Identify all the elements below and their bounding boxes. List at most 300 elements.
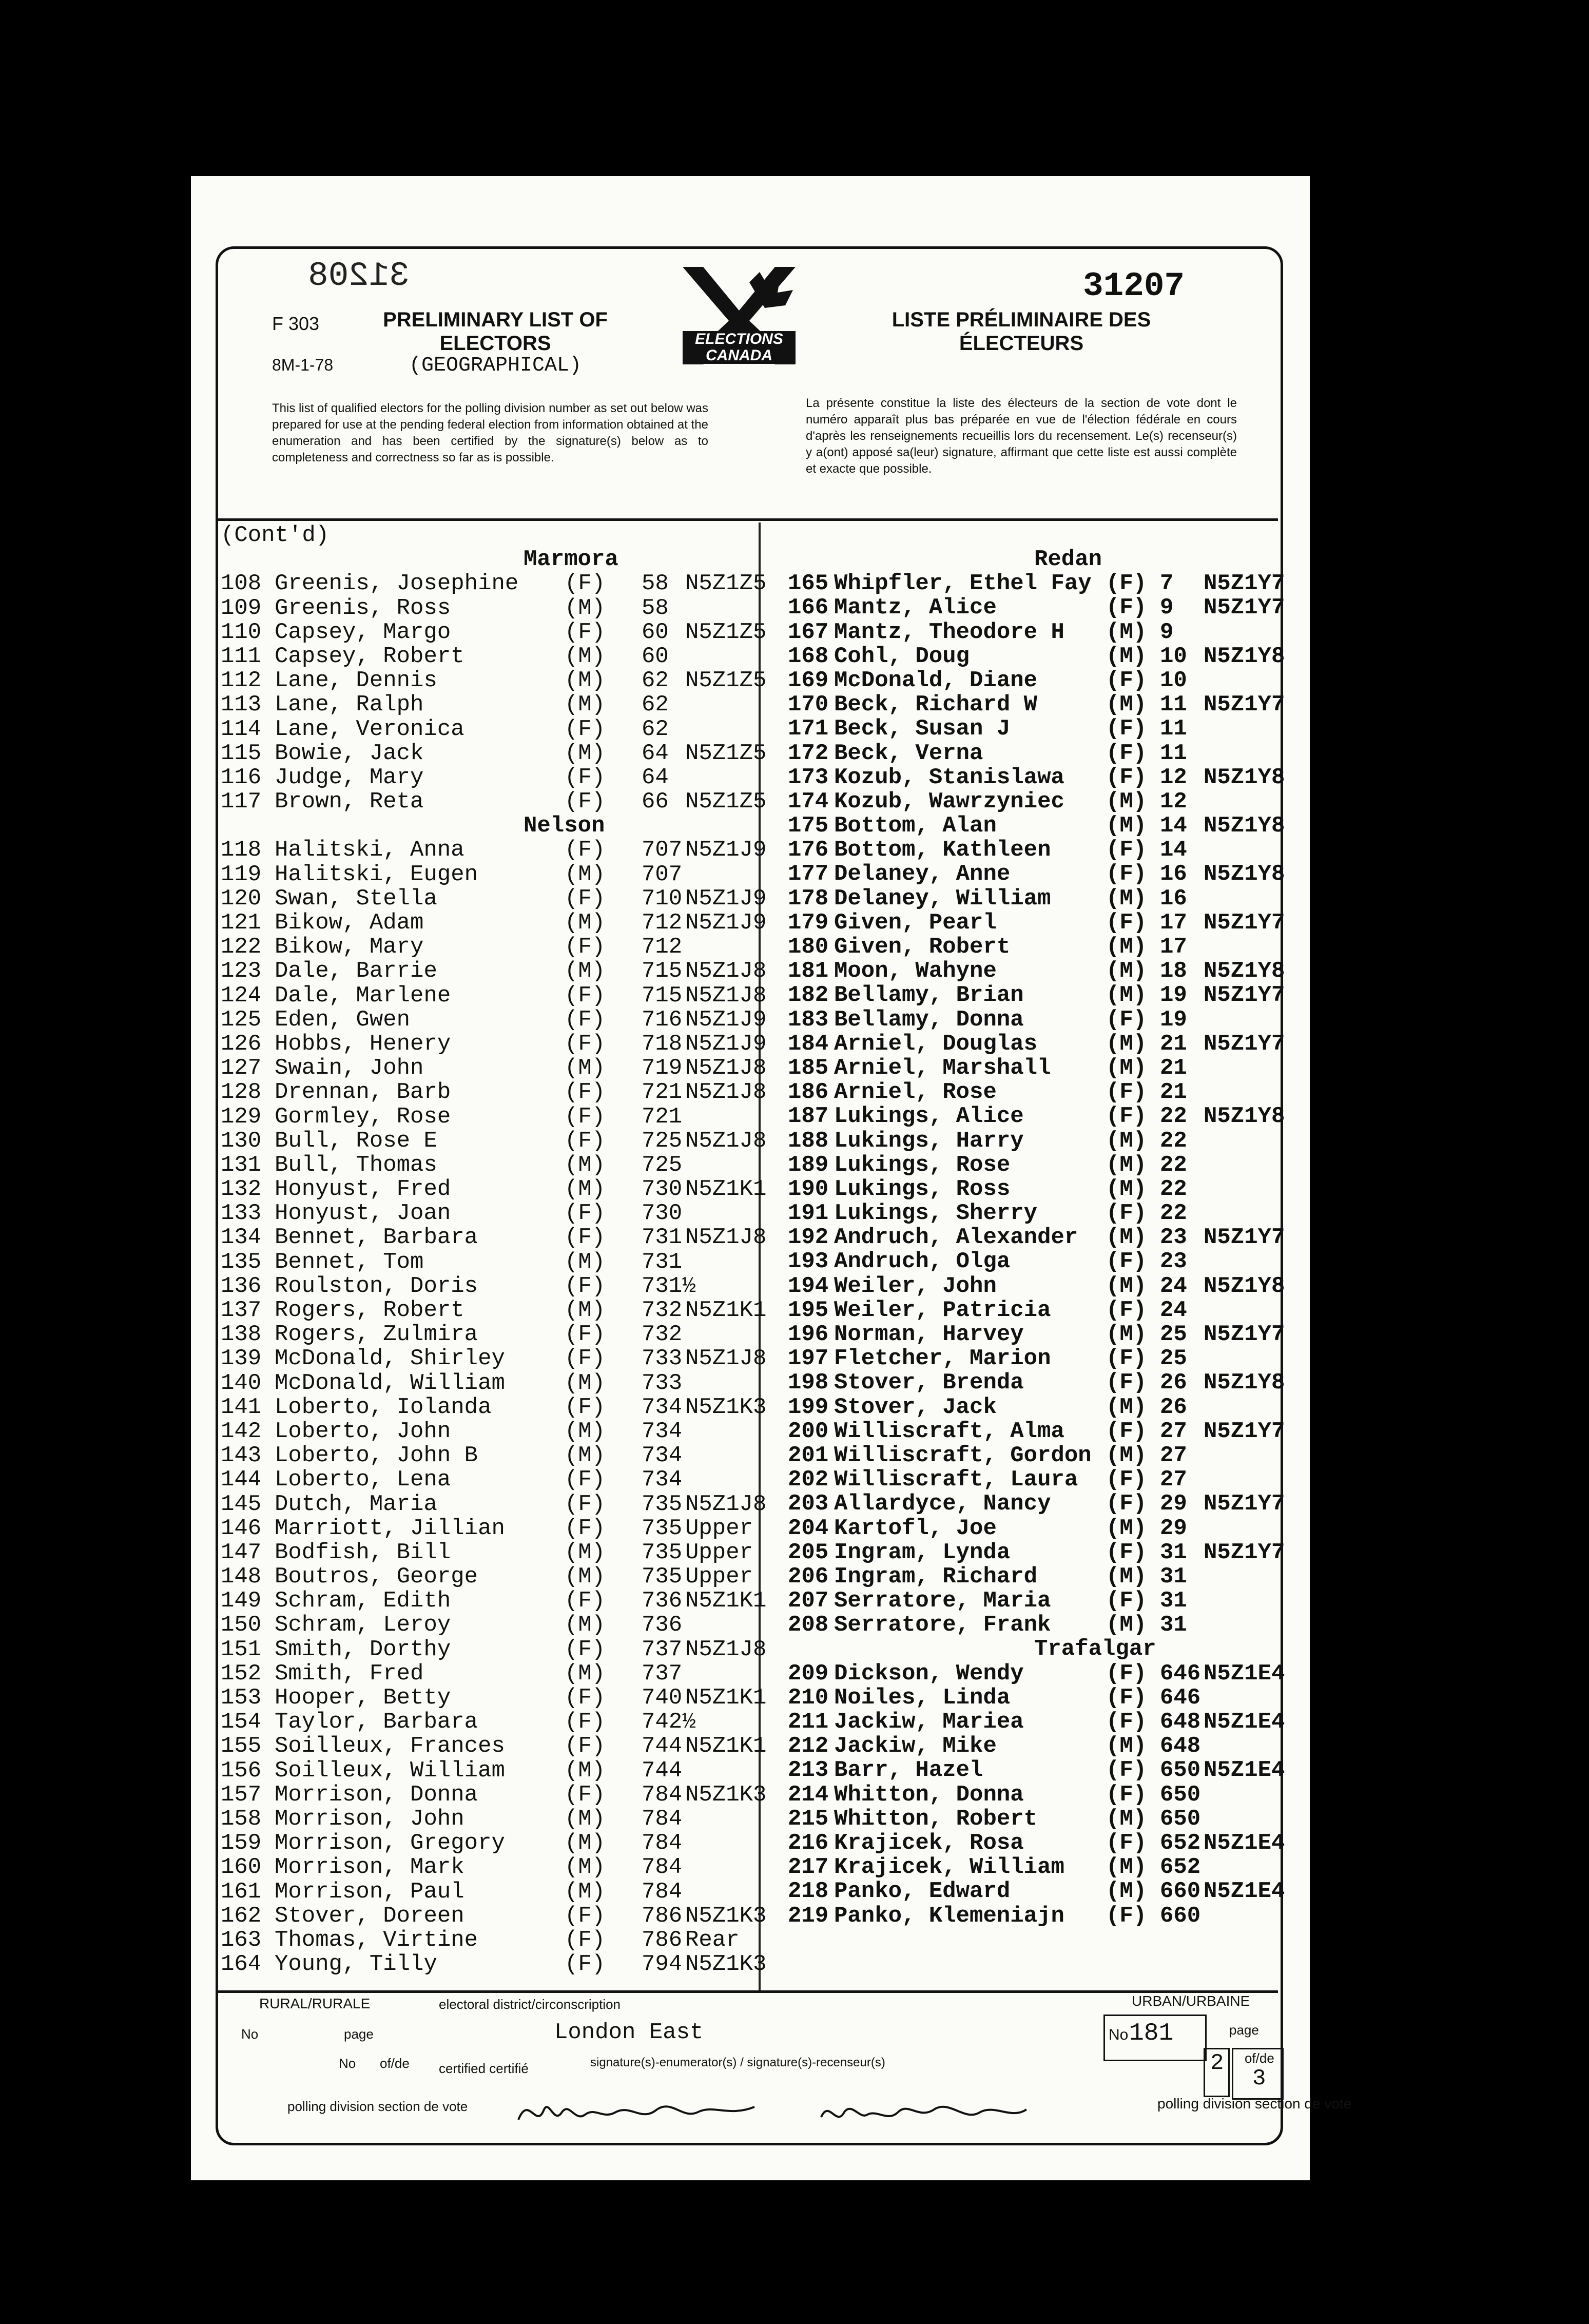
rural-label: RURAL/RURALE bbox=[259, 1996, 371, 2011]
elector-row bbox=[221, 1807, 760, 1831]
elector-number: 162 bbox=[221, 1903, 262, 1929]
elector-sex: (F) bbox=[1106, 909, 1147, 936]
elector-sex: (M) bbox=[565, 1055, 606, 1081]
elector-address: 14 bbox=[1160, 813, 1187, 839]
elector-number: 207 bbox=[788, 1588, 829, 1614]
elector-row bbox=[221, 693, 760, 717]
title-english: PRELIMINARY LIST OF ELECTORS bbox=[383, 308, 608, 355]
elector-name: Krajicek, William bbox=[834, 1854, 1064, 1881]
elector-postal-code: N5Z1Y7 bbox=[1204, 1539, 1285, 1565]
elector-address: 784 bbox=[642, 1781, 683, 1808]
street-name: Marmora bbox=[524, 547, 618, 573]
elector-number: 152 bbox=[221, 1660, 262, 1687]
elector-address: 26 bbox=[1160, 1394, 1187, 1420]
elector-sex: (M) bbox=[1106, 1394, 1147, 1420]
elector-postal-code: N5Z1Y8 bbox=[1204, 1273, 1285, 1299]
elector-address: 16 bbox=[1160, 885, 1187, 912]
elector-sex: (F) bbox=[1106, 1370, 1147, 1396]
elector-row bbox=[788, 1008, 1296, 1032]
elector-number: 157 bbox=[221, 1781, 262, 1808]
elector-row bbox=[221, 1128, 767, 1154]
elector-row bbox=[788, 1323, 1296, 1347]
elector-number: 159 bbox=[221, 1830, 262, 1856]
elector-name: Andruch, Alexander bbox=[834, 1225, 1078, 1251]
elector-row bbox=[788, 1299, 1296, 1323]
elector-number: 109 bbox=[221, 595, 262, 621]
elector-row bbox=[788, 1153, 1296, 1177]
elector-row bbox=[788, 1686, 1296, 1710]
elector-address: 732 bbox=[642, 1322, 683, 1348]
elector-number: 117 bbox=[221, 789, 262, 815]
elector-name: Lane, Ralph bbox=[275, 692, 424, 718]
elector-number: 145 bbox=[221, 1491, 262, 1517]
elector-sex: (M) bbox=[565, 1757, 606, 1784]
elector-address: 730 bbox=[642, 1200, 683, 1227]
elector-address: 737 bbox=[642, 1660, 683, 1687]
elector-name: Lane, Dennis bbox=[275, 668, 437, 694]
elector-name: Loberto, John B bbox=[275, 1443, 478, 1469]
elector-name: Loberto, Iolanda bbox=[275, 1394, 492, 1420]
elector-sex: (F) bbox=[1106, 595, 1147, 621]
elector-name: Barr, Hazel bbox=[834, 1757, 983, 1784]
elector-name: Krajicek, Rosa bbox=[834, 1830, 1024, 1856]
elector-postal-code: N5Z1Z5 bbox=[685, 619, 767, 645]
elector-number: 194 bbox=[788, 1273, 829, 1299]
elector-sex: (F) bbox=[1106, 1903, 1147, 1929]
elector-sex: (M) bbox=[565, 1297, 606, 1323]
elector-address: 737 bbox=[642, 1636, 683, 1662]
elector-address: 14 bbox=[1160, 837, 1187, 863]
elector-name: Greenis, Josephine bbox=[275, 571, 519, 597]
elector-sex: (F) bbox=[565, 1128, 606, 1154]
street-name: Redan bbox=[1034, 547, 1102, 572]
elector-number: 193 bbox=[788, 1249, 829, 1275]
elector-number: 111 bbox=[221, 643, 262, 669]
elector-row bbox=[788, 1807, 1296, 1831]
elector-address: 27 bbox=[1160, 1442, 1187, 1468]
elector-row bbox=[221, 1153, 760, 1177]
elector-row bbox=[221, 1176, 767, 1203]
elector-row bbox=[788, 1855, 1296, 1880]
elector-name: Ingram, Lynda bbox=[834, 1539, 1011, 1565]
elector-list-left-column bbox=[221, 522, 767, 1978]
elector-postal-code: N5Z1J8 bbox=[685, 1079, 767, 1106]
elector-sex: (M) bbox=[565, 1830, 606, 1856]
elector-row bbox=[221, 1468, 760, 1492]
elector-sex: (F) bbox=[1106, 571, 1147, 597]
elector-number: 151 bbox=[221, 1636, 262, 1662]
elector-postal-code: N5Z1Y7 bbox=[1204, 595, 1285, 621]
elector-postal-code: N5Z1Y7 bbox=[1204, 1418, 1285, 1444]
elector-name: Williscraft, Laura bbox=[834, 1467, 1078, 1493]
elector-sex: (F) bbox=[565, 1709, 606, 1735]
elector-number: 210 bbox=[788, 1684, 829, 1711]
elector-sex: (F) bbox=[565, 1636, 606, 1662]
elector-row bbox=[221, 1781, 767, 1808]
elector-postal-code: N5Z1K1 bbox=[685, 1297, 767, 1323]
elector-postal-code: N5Z1K3 bbox=[685, 1781, 767, 1808]
elector-name: Morrison, Donna bbox=[275, 1781, 478, 1808]
elector-address: 784 bbox=[642, 1854, 683, 1881]
urban-number-label: No bbox=[1109, 2026, 1129, 2043]
elector-name: Panko, Edward bbox=[834, 1878, 1011, 1905]
elector-postal-code: N5Z1Y7 bbox=[1204, 909, 1285, 936]
elector-row bbox=[221, 1880, 760, 1904]
elector-name: Arniel, Douglas bbox=[834, 1031, 1038, 1057]
elector-name: Marriott, Jillian bbox=[275, 1515, 505, 1541]
elector-postal-code: Upper bbox=[685, 1515, 753, 1541]
elector-sex: (F) bbox=[1106, 1297, 1147, 1323]
elector-name: Whipfler, Ethel Fay bbox=[834, 571, 1092, 597]
elector-address: 740 bbox=[642, 1685, 683, 1711]
elector-address: 734 bbox=[642, 1467, 683, 1493]
elector-number: 133 bbox=[221, 1200, 262, 1227]
elector-address: 718 bbox=[642, 1031, 683, 1057]
elector-row bbox=[788, 1783, 1296, 1807]
elector-row bbox=[788, 790, 1296, 814]
continued-row bbox=[221, 524, 760, 548]
elector-sex: (M) bbox=[565, 1418, 606, 1444]
elector-address: 715 bbox=[642, 958, 683, 984]
elector-sex: (F) bbox=[565, 934, 606, 960]
elector-postal-code: N5Z1J8 bbox=[685, 1128, 767, 1154]
elector-postal-code: N5Z1K1 bbox=[685, 1176, 767, 1203]
elector-sex: (M) bbox=[1106, 1225, 1147, 1251]
elector-sex: (F) bbox=[1106, 1757, 1147, 1784]
form-date: 8M-1-78 bbox=[272, 356, 334, 374]
elector-number: 216 bbox=[788, 1830, 829, 1856]
elector-name: Whitton, Donna bbox=[834, 1781, 1024, 1808]
elector-postal-code: N5Z1J8 bbox=[685, 1346, 767, 1372]
elector-row bbox=[788, 1734, 1296, 1758]
elector-name: Jackiw, Mike bbox=[834, 1733, 997, 1759]
elector-row bbox=[221, 668, 767, 694]
elector-sex: (M) bbox=[565, 1660, 606, 1687]
elector-sex: (M) bbox=[565, 692, 606, 718]
elector-sex: (M) bbox=[565, 958, 606, 984]
elector-address: 31 bbox=[1160, 1563, 1187, 1590]
elector-row bbox=[788, 1613, 1296, 1637]
elector-address: 660 bbox=[1160, 1878, 1201, 1905]
elector-address: 23 bbox=[1160, 1225, 1187, 1251]
elector-name: Bellamy, Brian bbox=[834, 982, 1024, 1009]
elector-name: Morrison, Paul bbox=[275, 1878, 464, 1905]
urban-page-label: page bbox=[1229, 2022, 1259, 2038]
elector-number: 183 bbox=[788, 1006, 829, 1033]
elector-name: Soilleux, Frances bbox=[275, 1733, 505, 1759]
elector-name: Beck, Susan J bbox=[834, 716, 1011, 742]
elector-sex: (F) bbox=[565, 789, 606, 815]
elector-postal-code: N5Z1J9 bbox=[685, 1006, 767, 1033]
elector-number: 211 bbox=[788, 1709, 829, 1735]
elector-name: Weiler, John bbox=[834, 1273, 997, 1299]
elector-row bbox=[221, 1588, 767, 1614]
form-number: F 303 bbox=[272, 313, 320, 334]
elector-row bbox=[788, 1517, 1296, 1541]
elector-number: 128 bbox=[221, 1079, 262, 1106]
elector-row bbox=[221, 1710, 760, 1734]
elector-row bbox=[221, 1733, 767, 1759]
elector-name: Rogers, Zulmira bbox=[275, 1322, 478, 1348]
elector-address: 64 bbox=[642, 740, 669, 766]
elector-address: 23 bbox=[1160, 1249, 1187, 1275]
elector-name: Bennet, Tom bbox=[275, 1249, 424, 1275]
elector-name: Young, Tilly bbox=[275, 1951, 437, 1978]
elector-number: 144 bbox=[221, 1467, 262, 1493]
elector-name: Bowie, Jack bbox=[275, 740, 424, 766]
elector-number: 142 bbox=[221, 1418, 262, 1444]
elector-number: 147 bbox=[221, 1539, 262, 1565]
elector-postal-code: N5Z1K1 bbox=[685, 1685, 767, 1711]
elector-row bbox=[788, 669, 1296, 693]
elector-number: 155 bbox=[221, 1733, 262, 1759]
elector-address: 784 bbox=[642, 1878, 683, 1905]
elector-list-right-column bbox=[788, 548, 1296, 1928]
elector-sex: (F) bbox=[1106, 764, 1147, 790]
elector-name: Bennet, Barbara bbox=[275, 1225, 478, 1251]
elector-number: 166 bbox=[788, 595, 829, 621]
district-name: London East bbox=[554, 2020, 704, 2045]
rural-page-label: page bbox=[344, 2026, 374, 2042]
elector-number: 214 bbox=[788, 1781, 829, 1808]
elector-name: Given, Robert bbox=[834, 934, 1011, 960]
elector-row bbox=[221, 619, 767, 645]
elector-number: 219 bbox=[788, 1903, 829, 1929]
elector-name: Stover, Jack bbox=[834, 1394, 997, 1420]
elector-number: 124 bbox=[221, 982, 262, 1009]
elector-number: 129 bbox=[221, 1103, 262, 1130]
elector-name: Stover, Doreen bbox=[275, 1903, 464, 1929]
elector-sex: (M) bbox=[565, 1612, 606, 1638]
elector-number: 198 bbox=[788, 1370, 829, 1396]
elector-postal-code: N5Z1J8 bbox=[685, 1225, 767, 1251]
elector-row bbox=[788, 1250, 1296, 1274]
agency-name: ELECTIONS CANADA bbox=[683, 331, 796, 364]
elector-address: 19 bbox=[1160, 1006, 1187, 1033]
elector-name: McDonald, William bbox=[275, 1370, 505, 1396]
elector-number: 215 bbox=[788, 1806, 829, 1832]
elector-name: Weiler, Patricia bbox=[834, 1297, 1051, 1323]
elector-sex: (F) bbox=[565, 619, 606, 645]
urban-polling-label: polling division section de vote bbox=[1157, 2096, 1352, 2112]
elector-row bbox=[221, 1517, 760, 1541]
elector-name: Kartofl, Joe bbox=[834, 1515, 997, 1541]
elector-number: 108 bbox=[221, 571, 262, 597]
elector-name: Halitski, Eugen bbox=[275, 861, 478, 887]
elector-name: Bellamy, Donna bbox=[834, 1006, 1024, 1033]
elector-address: 25 bbox=[1160, 1346, 1187, 1372]
elector-sex: (F) bbox=[565, 1903, 606, 1929]
elector-number: 148 bbox=[221, 1564, 262, 1590]
elector-name: Halitski, Anna bbox=[275, 837, 464, 863]
elector-row bbox=[221, 1928, 760, 1952]
elector-sex: (F) bbox=[565, 1225, 606, 1251]
elector-number: 188 bbox=[788, 1128, 829, 1154]
elector-address: 731 bbox=[642, 1225, 683, 1251]
elector-postal-code: N5Z1K3 bbox=[685, 1951, 767, 1978]
elector-address: 7 bbox=[1160, 571, 1174, 597]
elector-address: 16 bbox=[1160, 861, 1187, 887]
elector-postal-code: N5Z1Z5 bbox=[685, 740, 767, 766]
elector-address: 712 bbox=[642, 910, 683, 936]
elector-row bbox=[788, 959, 1296, 983]
elector-row bbox=[221, 910, 767, 936]
elector-row bbox=[221, 958, 767, 984]
elector-number: 134 bbox=[221, 1225, 262, 1251]
elector-row bbox=[788, 572, 1296, 596]
elector-sex: (F) bbox=[565, 716, 606, 742]
elector-name: Boutros, George bbox=[275, 1564, 478, 1590]
elector-number: 213 bbox=[788, 1757, 829, 1784]
elector-number: 137 bbox=[221, 1297, 262, 1323]
elector-postal-code: N5Z1Y8 bbox=[1204, 764, 1285, 790]
elector-name: Loberto, Lena bbox=[275, 1467, 451, 1493]
elector-name: Soilleux, William bbox=[275, 1757, 505, 1784]
elector-sex: (F) bbox=[1106, 861, 1147, 887]
elector-row bbox=[221, 1006, 767, 1033]
elector-number: 195 bbox=[788, 1297, 829, 1323]
elector-name: Taylor, Barbara bbox=[275, 1709, 478, 1735]
elector-sex: (M) bbox=[1106, 1806, 1147, 1832]
elector-address: 27 bbox=[1160, 1418, 1187, 1444]
elector-row bbox=[788, 1492, 1296, 1516]
elector-row bbox=[788, 1032, 1296, 1056]
elector-number: 136 bbox=[221, 1273, 262, 1299]
elector-name: Hobbs, Henery bbox=[275, 1031, 451, 1057]
street-name: Nelson bbox=[524, 813, 605, 839]
elector-sex: (M) bbox=[1106, 1878, 1147, 1905]
elector-sex: (F) bbox=[565, 1951, 606, 1978]
elector-address: 648 bbox=[1160, 1709, 1201, 1735]
elector-address: 11 bbox=[1160, 740, 1187, 766]
elector-name: Bodfish, Bill bbox=[275, 1539, 451, 1565]
elector-sex: (F) bbox=[1106, 1709, 1147, 1735]
elector-number: 138 bbox=[221, 1322, 262, 1348]
elector-number: 190 bbox=[788, 1176, 829, 1202]
elector-address: 744 bbox=[642, 1757, 683, 1784]
elector-address: 786 bbox=[642, 1903, 683, 1929]
elector-row bbox=[221, 1685, 767, 1711]
elector-postal-code: N5Z1Z5 bbox=[685, 789, 767, 815]
elector-number: 171 bbox=[788, 716, 829, 742]
elector-number: 132 bbox=[221, 1176, 262, 1203]
elector-sex: (F) bbox=[565, 1491, 606, 1517]
elector-address: 27 bbox=[1160, 1467, 1187, 1493]
elector-address: 60 bbox=[642, 619, 669, 645]
section-heading-row bbox=[221, 814, 760, 838]
elector-address: 735 bbox=[642, 1564, 683, 1590]
elector-name: Greenis, Ross bbox=[275, 595, 451, 621]
elector-postal-code: Upper bbox=[685, 1539, 753, 1565]
elector-postal-code: N5Z1J9 bbox=[685, 910, 767, 936]
elector-address: 721 bbox=[642, 1079, 683, 1106]
elector-row bbox=[788, 1831, 1296, 1855]
elector-row bbox=[221, 1105, 760, 1129]
elector-name: Morrison, Gregory bbox=[275, 1830, 505, 1856]
elector-address: 31 bbox=[1160, 1539, 1187, 1565]
elector-row bbox=[221, 837, 767, 863]
elector-row bbox=[221, 982, 767, 1009]
elector-address: 794 bbox=[642, 1951, 683, 1978]
elector-postal-code: N5Z1E4 bbox=[1204, 1709, 1285, 1735]
elector-row bbox=[788, 1880, 1296, 1904]
elector-sex: (M) bbox=[565, 1443, 606, 1469]
elector-name: Delaney, William bbox=[834, 885, 1051, 912]
elector-row bbox=[221, 885, 767, 912]
elector-row bbox=[788, 1371, 1296, 1395]
elector-sex: (F) bbox=[565, 1322, 606, 1348]
elector-address: 21 bbox=[1160, 1079, 1187, 1106]
elector-address: 26 bbox=[1160, 1370, 1187, 1396]
elector-sex: (F) bbox=[565, 1733, 606, 1759]
elector-name: Drennan, Barb bbox=[275, 1079, 451, 1106]
elector-name: Bottom, Kathleen bbox=[834, 837, 1051, 863]
section-heading-row bbox=[221, 548, 760, 572]
elector-row bbox=[221, 1274, 760, 1299]
elector-name: Lukings, Sherry bbox=[834, 1200, 1038, 1227]
elector-number: 113 bbox=[221, 692, 262, 718]
elector-postal-code: N5Z1J8 bbox=[685, 982, 767, 1009]
elector-address: 22 bbox=[1160, 1103, 1187, 1130]
elector-number: 116 bbox=[221, 764, 262, 790]
elector-address: 12 bbox=[1160, 764, 1187, 790]
elector-sex: (M) bbox=[565, 861, 606, 887]
elector-postal-code: N5Z1E4 bbox=[1204, 1757, 1285, 1784]
elector-number: 209 bbox=[788, 1660, 829, 1687]
elector-number: 179 bbox=[788, 909, 829, 936]
elector-name: Fletcher, Marion bbox=[834, 1346, 1051, 1372]
elector-address: 725 bbox=[642, 1152, 683, 1178]
notice-english: This list of qualified electors for the polling division number as set out below was prepared for use at the pending federal election from information obtained at the enumeration and has been certified by the signature(s) below as to completeness and correctness so far as is possible. bbox=[272, 401, 708, 464]
elector-sex: (F) bbox=[565, 1467, 606, 1493]
elector-row bbox=[221, 740, 767, 766]
elector-number: 139 bbox=[221, 1346, 262, 1372]
elector-postal-code: N5Z1Y7 bbox=[1204, 1225, 1285, 1251]
elector-sex: (F) bbox=[1106, 1006, 1147, 1033]
elector-address: 742½ bbox=[642, 1709, 696, 1735]
elector-sex: (M) bbox=[565, 1806, 606, 1832]
elector-postal-code: N5Z1J8 bbox=[685, 1636, 767, 1662]
elector-address: 17 bbox=[1160, 934, 1187, 960]
elector-number: 176 bbox=[788, 837, 829, 863]
elector-row bbox=[788, 693, 1296, 717]
elector-sex: (M) bbox=[1106, 1515, 1147, 1541]
elector-address: 744 bbox=[642, 1733, 683, 1759]
elector-name: Bottom, Alan bbox=[834, 813, 997, 839]
elector-sex: (F) bbox=[1106, 1684, 1147, 1711]
elector-sex: (M) bbox=[565, 1564, 606, 1590]
elector-name: Mantz, Alice bbox=[834, 595, 997, 621]
elector-row bbox=[221, 935, 760, 959]
elector-sex: (M) bbox=[1106, 1055, 1147, 1081]
elector-name: Judge, Mary bbox=[275, 764, 424, 790]
elector-address: 22 bbox=[1160, 1128, 1187, 1154]
elector-number: 120 bbox=[221, 885, 262, 912]
elector-number: 130 bbox=[221, 1128, 262, 1154]
elector-number: 140 bbox=[221, 1370, 262, 1396]
elector-sex: (M) bbox=[1106, 1854, 1147, 1881]
elector-name: Dickson, Wendy bbox=[834, 1660, 1024, 1687]
elector-row bbox=[221, 1250, 760, 1274]
elector-number: 125 bbox=[221, 1006, 262, 1033]
elector-address: 731½ bbox=[642, 1273, 696, 1299]
elector-sex: (F) bbox=[1106, 1418, 1147, 1444]
elector-name: Serratore, Frank bbox=[834, 1612, 1051, 1638]
elector-name: Lukings, Alice bbox=[834, 1103, 1024, 1130]
elector-address: 66 bbox=[642, 789, 669, 815]
elector-number: 123 bbox=[221, 958, 262, 984]
elector-address: 707 bbox=[642, 861, 683, 887]
